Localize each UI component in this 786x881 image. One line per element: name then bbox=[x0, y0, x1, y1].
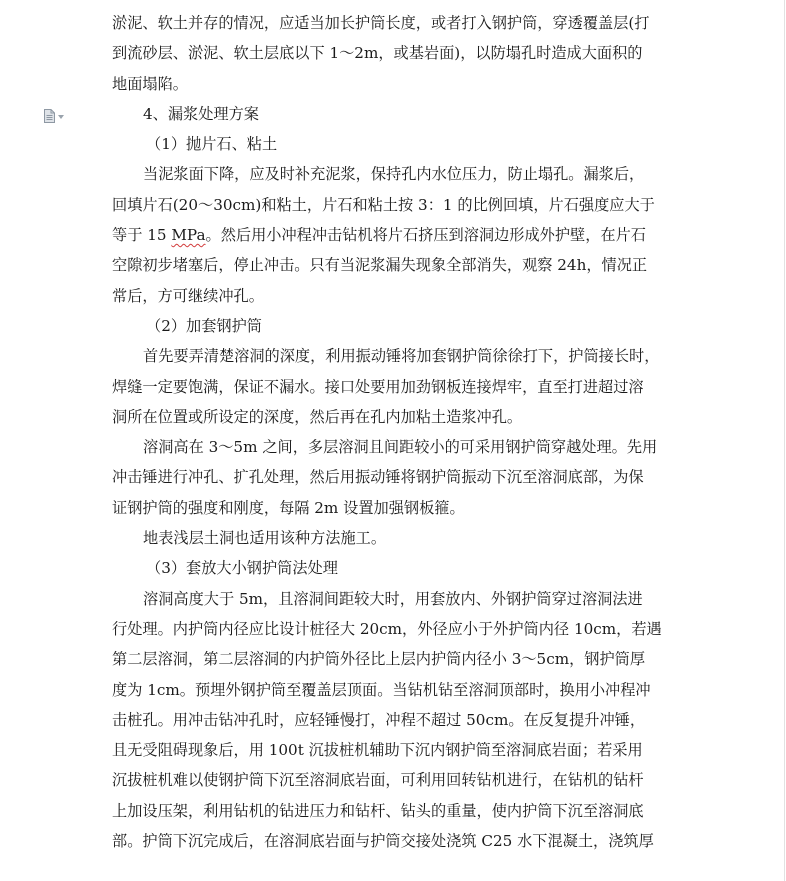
paragraph bbox=[112, 432, 668, 523]
document-body[interactable] bbox=[112, 8, 668, 856]
text-line: 回填片石(20～30cm)和粘土，片石和粘土按 3：1 的比例回填，片石强度应大于 bbox=[112, 195, 655, 214]
subheading-text: （2）加套钢护筒 bbox=[146, 316, 262, 335]
spellcheck-flag[interactable]: MPa bbox=[171, 226, 206, 245]
text-line: 到流砂层、淤泥、软土层底以下 1～2m，或基岩面)，以防塌孔时造成大面积的 bbox=[112, 44, 643, 63]
text-line: 溶洞高度大于 5m，且溶洞间距较大时，用套放内、外钢护筒穿过溶洞法进 bbox=[143, 589, 643, 608]
heading-text: 4、漏浆处理方案 bbox=[143, 104, 259, 123]
subheading-text: （1）抛片石、粘土 bbox=[146, 135, 278, 154]
subsection-heading bbox=[112, 553, 668, 583]
paragraph bbox=[112, 523, 668, 553]
subsection-heading bbox=[112, 129, 668, 159]
subsection-heading bbox=[112, 311, 668, 341]
text-line: 度为 1cm。预埋外钢护筒至覆盖层顶面。当钻机钻至溶洞顶部时，换用小冲程冲 bbox=[112, 680, 651, 699]
text-line: 且无受阻碍现象后，用 100t 沉拔桩机辅助下沉内钢护筒至溶洞底岩面；若采用 bbox=[112, 741, 643, 760]
paragraph-options-button[interactable] bbox=[44, 109, 64, 123]
chevron-down-icon bbox=[58, 115, 64, 119]
paragraph bbox=[112, 584, 668, 857]
text-line: 洞所在位置或所设定的深度，然后再在孔内加粘土造浆冲孔。 bbox=[112, 407, 523, 426]
text-line: 首先要弄清楚溶洞的深度，利用振动锤将加套钢护筒徐徐打下，护筒接长时， bbox=[143, 347, 660, 366]
text-line: 焊缝一定要饱满，保证不漏水。接口处要用加劲钢板连接焊牢，直至打进超过溶 bbox=[112, 377, 644, 396]
text-line-with-spellcheck: 等于 15 MPa。然后用小冲程冲击钻机将片石挤压到溶洞边形成外护壁，在片石 bbox=[112, 226, 646, 245]
text-line: 击桩孔。用冲击钻冲孔时，应轻锤慢打，冲程不超过 50cm。在反复提升冲锤， bbox=[112, 710, 646, 729]
section-heading bbox=[112, 99, 668, 129]
text-line: 当泥浆面下降，应及时补充泥浆，保持孔内水位压力，防止塌孔。漏浆后， bbox=[143, 165, 645, 184]
text-line: 沉拔桩机难以使钢护筒下沉至溶洞底岩面，可利用回转钻机进行，在钻机的钻杆 bbox=[112, 771, 644, 790]
text-line: 地表浅层土洞也适用该种方法施工。 bbox=[143, 529, 386, 548]
text-line: 淤泥、软土并存的情况，应适当加长护筒长度，或者打入钢护筒，穿透覆盖层(打 bbox=[112, 14, 650, 32]
paragraph bbox=[112, 159, 668, 310]
text-line: 第二层溶洞，第二层溶洞的内护筒外径比上层内护筒内径小 3～5cm，钢护筒厚 bbox=[112, 650, 646, 669]
text-line: 冲击锤进行冲孔、扩孔处理，然后用振动锤将钢护筒振动下沉至溶洞底部，为保 bbox=[112, 468, 644, 487]
text-line: 部。护筒下沉完成后，在溶洞底岩面与护筒交接处浇筑 C25 水下混凝土，浇筑厚 bbox=[112, 832, 654, 851]
paragraph bbox=[112, 8, 668, 99]
text-line: 行处理。内护筒内径应比设计桩径大 20cm，外径应小于外护筒内径 10cm，若遇 bbox=[112, 619, 662, 638]
text-line: 空隙初步堵塞后，停止冲击。只有当泥浆漏失现象全部消失，观察 24h，情况正 bbox=[112, 256, 648, 275]
paragraph bbox=[112, 341, 668, 432]
page-edge bbox=[784, 0, 785, 881]
text-line: 常后，方可继续冲孔。 bbox=[112, 286, 264, 305]
text-line: 地面塌陷。 bbox=[112, 74, 188, 93]
text-line: 溶洞高在 3～5m 之间，多层溶洞且间距较小的可采用钢护筒穿越处理。先用 bbox=[143, 438, 658, 457]
text-line: 上加设压架，利用钻机的钻进压力和钻杆、钻头的重量，使内护筒下沉至溶洞底 bbox=[112, 801, 644, 820]
document-icon bbox=[44, 109, 55, 123]
text-line: 证钢护筒的强度和刚度，每隔 2m 设置加强钢板箍。 bbox=[112, 498, 465, 517]
subheading-text: （3）套放大小钢护筒法处理 bbox=[146, 559, 338, 578]
